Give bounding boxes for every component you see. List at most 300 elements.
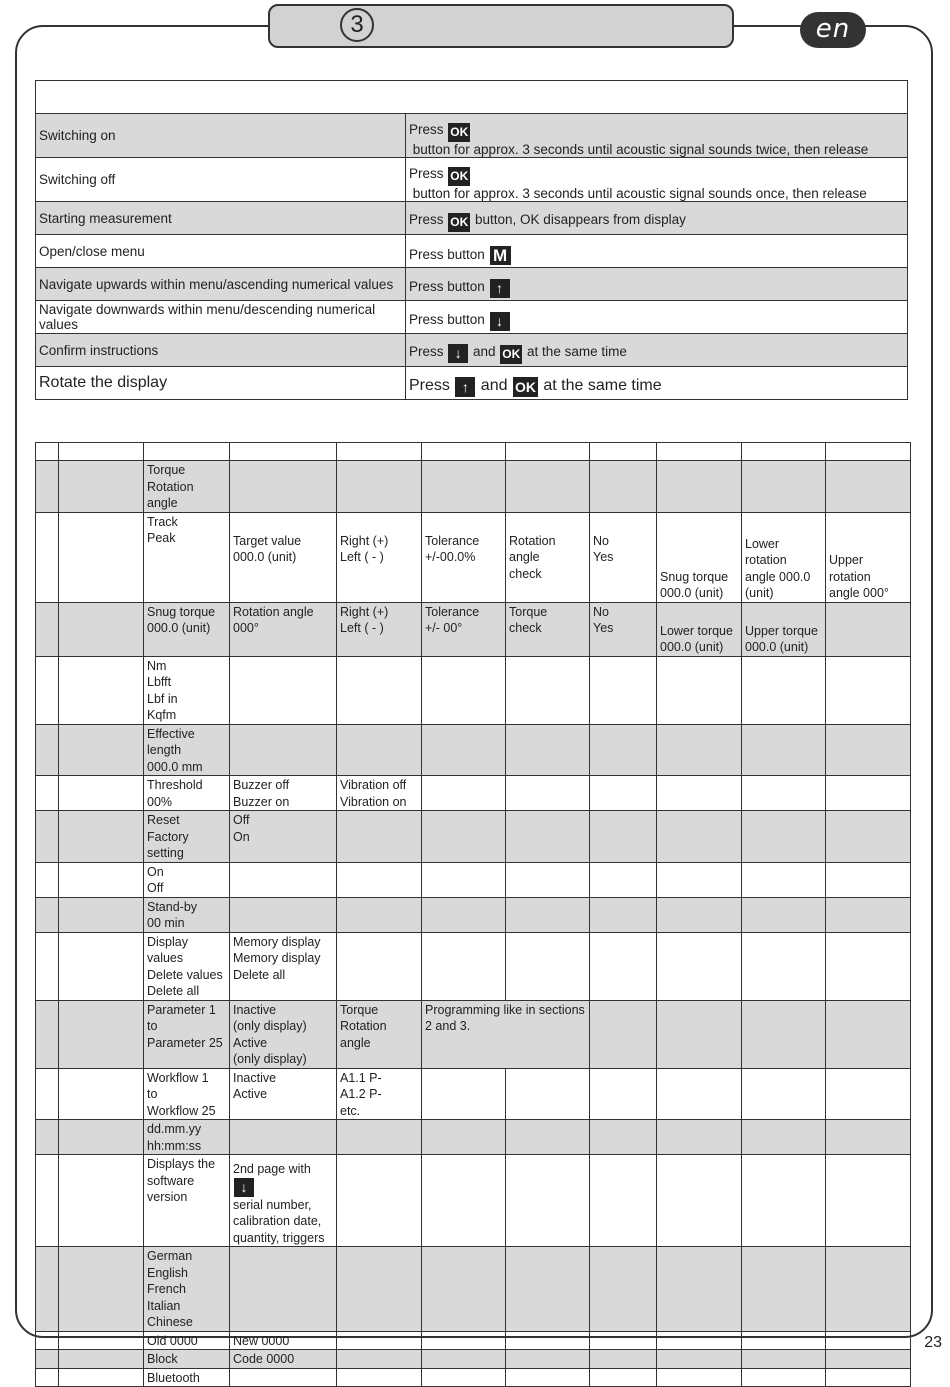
parameter-cell xyxy=(826,461,911,513)
parameter-cell xyxy=(506,1068,590,1120)
controls-row xyxy=(36,301,908,334)
parameter-cell-text: Track Peak xyxy=(147,514,178,545)
parameter-cell xyxy=(36,1368,59,1387)
control-label: Switching off xyxy=(36,158,406,202)
parameter-cell xyxy=(337,776,422,811)
parameter-cell xyxy=(422,602,506,656)
parameter-cell xyxy=(657,862,742,897)
parameter-cell xyxy=(337,1247,422,1332)
parameter-cell xyxy=(742,1120,826,1155)
parameter-cell-text: Rotation angle check xyxy=(509,533,556,581)
parameter-cell xyxy=(657,724,742,776)
parameter-cell xyxy=(337,1068,422,1120)
parameter-cell xyxy=(144,656,230,724)
parameter-cell xyxy=(144,1120,230,1155)
action-text: button for approx. 3 seconds until acoustic signal sounds once, then release xyxy=(409,186,867,201)
parameter-cell xyxy=(230,1247,337,1332)
parameter-cell xyxy=(590,1068,657,1120)
parameter-cell xyxy=(59,1331,144,1350)
parameter-cell xyxy=(590,776,657,811)
parameter-cell xyxy=(590,1368,657,1387)
parameter-cell xyxy=(590,1120,657,1155)
parameter-cell-text: Reset Factory setting xyxy=(147,813,189,860)
parameter-cell xyxy=(657,1350,742,1369)
parameter-cell xyxy=(826,512,911,602)
parameter-cell-text: No Yes xyxy=(593,533,614,564)
action-text: and xyxy=(469,344,500,359)
page-number: 23 xyxy=(924,1334,942,1351)
parameter-cell xyxy=(59,602,144,656)
parameter-cell xyxy=(59,461,144,513)
parameter-cell xyxy=(657,1120,742,1155)
parameter-cell xyxy=(590,1000,657,1068)
parameter-cell xyxy=(742,862,826,897)
parameter-cell xyxy=(59,1068,144,1120)
parameter-cell xyxy=(422,776,506,811)
action-text: Press button xyxy=(409,311,489,327)
controls-row xyxy=(36,158,908,202)
parameter-cell xyxy=(422,897,506,932)
parameter-cell xyxy=(337,897,422,932)
parameter-cell xyxy=(826,811,911,863)
parameter-cell xyxy=(506,897,590,932)
parameter-cell xyxy=(590,443,657,461)
control-action xyxy=(406,235,908,268)
parameter-row xyxy=(36,1331,911,1350)
parameter-cell xyxy=(826,776,911,811)
parameter-cell-text: Torque Rotation angle xyxy=(147,463,194,510)
parameter-cell xyxy=(422,656,506,724)
parameter-cell xyxy=(36,602,59,656)
parameter-cell xyxy=(742,1155,826,1247)
parameter-cell xyxy=(506,1155,590,1247)
arrow-up-key-icon: ↑ xyxy=(490,279,510,298)
parameter-cell xyxy=(742,932,826,1000)
parameter-cell xyxy=(826,1368,911,1387)
control-action xyxy=(406,202,908,235)
parameter-cell xyxy=(144,1000,230,1068)
parameter-cell-text: Off On xyxy=(233,813,250,844)
parameter-row xyxy=(36,1068,911,1120)
parameter-cell xyxy=(337,443,422,461)
parameter-row xyxy=(36,461,911,513)
parameter-row xyxy=(36,1368,911,1387)
parameter-cell xyxy=(36,1247,59,1332)
arrow-down-key-icon: ↓ xyxy=(490,312,510,331)
parameter-cell xyxy=(742,1068,826,1120)
parameter-cell-text: Snug torque 000.0 (unit) xyxy=(660,569,729,600)
parameter-cell-text: Buzzer off Buzzer on xyxy=(233,778,290,809)
parameter-cell xyxy=(657,512,742,602)
action-text: Press xyxy=(409,166,448,181)
parameter-cell xyxy=(337,512,422,602)
parameter-cell xyxy=(657,897,742,932)
parameter-cell-text: Inactive (only display) Active (only display) xyxy=(233,1002,307,1066)
parameter-cell xyxy=(230,1120,337,1155)
parameter-cell xyxy=(144,1247,230,1332)
controls-row xyxy=(36,334,908,367)
parameter-cell-text: Display values Delete values Delete all xyxy=(147,934,223,998)
parameter-cell-text: Snug torque 000.0 (unit) xyxy=(147,604,216,635)
parameter-cell xyxy=(506,862,590,897)
parameter-cell xyxy=(826,724,911,776)
parameter-cell xyxy=(144,443,230,461)
parameter-cell xyxy=(506,602,590,656)
parameter-cell-text: On Off xyxy=(147,864,164,895)
parameter-cell-text: Torque Rotation angle xyxy=(340,1002,387,1050)
parameter-cell-text: Inactive Active xyxy=(233,1070,277,1101)
parameter-cell xyxy=(230,724,337,776)
arrow-up-key-icon: ↑ xyxy=(455,377,475,397)
parameter-cell xyxy=(422,932,506,1000)
parameter-cell xyxy=(337,461,422,513)
parameter-cell xyxy=(506,443,590,461)
parameter-cell xyxy=(59,512,144,602)
parameter-cell xyxy=(337,811,422,863)
arrow-down-key-icon: ↓ xyxy=(448,344,468,363)
parameter-cell xyxy=(59,443,144,461)
action-text: Press xyxy=(409,212,448,227)
parameter-cell xyxy=(230,443,337,461)
parameter-cell xyxy=(826,1247,911,1332)
parameter-cell xyxy=(230,811,337,863)
parameter-cell xyxy=(230,932,337,1000)
parameter-cell xyxy=(657,1068,742,1120)
control-action xyxy=(406,367,908,400)
parameter-row xyxy=(36,1155,911,1247)
parameter-cell xyxy=(657,1331,742,1350)
parameter-cell xyxy=(742,461,826,513)
parameter-cell xyxy=(59,656,144,724)
parameter-cell xyxy=(59,932,144,1000)
parameter-cell xyxy=(590,1247,657,1332)
parameter-row xyxy=(36,1120,911,1155)
parameter-cell xyxy=(742,811,826,863)
parameter-cell-text: Threshold 00% xyxy=(147,778,203,809)
parameter-cell xyxy=(590,811,657,863)
ok-key-icon: OK xyxy=(514,379,536,395)
parameter-cell xyxy=(230,1350,337,1369)
parameter-cell xyxy=(590,862,657,897)
parameter-cell xyxy=(422,1331,506,1350)
parameter-row xyxy=(36,862,911,897)
controls-row xyxy=(36,367,908,400)
parameter-cell xyxy=(826,1000,911,1068)
parameter-cell xyxy=(144,1155,230,1247)
software-note-details: serial number, calibration date, quantity, triggers xyxy=(233,1197,325,1245)
parameter-cell xyxy=(36,461,59,513)
parameter-cell xyxy=(230,776,337,811)
parameter-cell xyxy=(742,776,826,811)
parameter-cell xyxy=(657,1247,742,1332)
parameter-row xyxy=(36,776,911,811)
parameter-cell xyxy=(826,1120,911,1155)
parameter-cell-text: Lower rotation angle 000.0 (unit) xyxy=(745,536,811,600)
parameter-cell xyxy=(742,897,826,932)
parameter-cell xyxy=(144,1331,230,1350)
action-text: and xyxy=(476,377,512,394)
control-label: Rotate the display xyxy=(36,367,406,400)
parameter-cell-text: Upper rotation angle 000° xyxy=(829,553,889,600)
parameter-cell-text: Right (+) Left ( - ) xyxy=(340,533,389,564)
parameter-cell xyxy=(59,1155,144,1247)
parameter-cell-text: Upper torque 000.0 (unit) xyxy=(745,623,818,654)
parameter-row xyxy=(36,1000,911,1068)
parameter-cell xyxy=(506,1120,590,1155)
parameter-cell-text: Code 0000 xyxy=(233,1352,295,1366)
parameter-cell xyxy=(506,1331,590,1350)
controls-header-row xyxy=(36,81,908,114)
parameter-cell xyxy=(59,897,144,932)
parameter-cell xyxy=(422,512,506,602)
parameter-cell xyxy=(826,932,911,1000)
parameter-row xyxy=(36,1350,911,1369)
parameter-cell xyxy=(826,656,911,724)
parameter-cell xyxy=(230,1000,337,1068)
parameter-cell xyxy=(657,656,742,724)
controls-row xyxy=(36,268,908,301)
parameter-cell xyxy=(506,461,590,513)
parameter-cell xyxy=(144,461,230,513)
parameter-cell-text: Tolerance +/-00.0% xyxy=(425,533,480,564)
parameter-cell xyxy=(826,897,911,932)
action-text: at the same time xyxy=(523,344,627,359)
parameter-cell xyxy=(144,932,230,1000)
parameter-cell xyxy=(506,1368,590,1387)
language-badge: en xyxy=(800,12,866,48)
parameter-cell xyxy=(826,862,911,897)
parameter-cell xyxy=(337,724,422,776)
control-label: Open/close menu xyxy=(36,235,406,268)
action-text: Press xyxy=(409,122,448,137)
parameter-cell xyxy=(59,862,144,897)
parameter-cell xyxy=(590,1155,657,1247)
parameter-cell xyxy=(230,862,337,897)
parameter-cell xyxy=(144,512,230,602)
parameter-cell xyxy=(36,776,59,811)
control-label: Navigate upwards within menu/ascending numerical values xyxy=(36,268,406,301)
ok-key-icon: OK xyxy=(448,213,470,232)
parameter-cell xyxy=(144,811,230,863)
parameter-cell xyxy=(36,1120,59,1155)
parameter-cell xyxy=(59,776,144,811)
parameter-cell xyxy=(657,811,742,863)
parameter-cell xyxy=(742,656,826,724)
parameter-cell-text: Memory display Memory display Delete all xyxy=(233,934,321,982)
parameter-cell-text: Tolerance +/- 00° xyxy=(425,604,480,635)
parameter-cell xyxy=(657,932,742,1000)
parameter-cell xyxy=(144,1350,230,1369)
parameter-cell xyxy=(657,1368,742,1387)
parameter-cell xyxy=(742,443,826,461)
parameter-cell xyxy=(337,602,422,656)
parameter-cell-text: Target value 000.0 (unit) xyxy=(233,533,302,564)
control-label: Confirm instructions xyxy=(36,334,406,367)
controls-table xyxy=(35,80,908,400)
parameter-cell xyxy=(59,724,144,776)
parameter-cell xyxy=(144,862,230,897)
parameter-cell xyxy=(59,1368,144,1387)
parameter-cell-text: Workflow 1 to Workflow 25 xyxy=(147,1070,216,1118)
parameter-cell xyxy=(36,897,59,932)
parameter-cell xyxy=(422,1068,506,1120)
ok-key-icon: OK xyxy=(448,123,470,142)
parameter-cell xyxy=(742,724,826,776)
parameter-cell xyxy=(144,897,230,932)
parameter-cell-text: Old 0000 xyxy=(147,1333,198,1348)
parameter-cell-text: Torque check xyxy=(509,604,548,635)
parameter-cell xyxy=(230,602,337,656)
control-action xyxy=(406,114,908,158)
parameter-row xyxy=(36,932,911,1000)
parameter-cell xyxy=(36,932,59,1000)
parameter-cell xyxy=(826,602,911,656)
parameter-cell xyxy=(337,862,422,897)
parameter-cell-text: Nm Lbfft Lbf in Kqfm xyxy=(147,658,178,722)
action-text: button, OK disappears from display xyxy=(471,212,686,227)
parameter-cell xyxy=(337,932,422,1000)
parameter-row xyxy=(36,443,911,461)
parameter-cell xyxy=(36,1000,59,1068)
parameter-cell xyxy=(422,862,506,897)
parameter-cell-text: New 0000 xyxy=(233,1333,290,1348)
parameter-cell xyxy=(59,1120,144,1155)
parameter-cell xyxy=(506,811,590,863)
control-action xyxy=(406,334,908,367)
parameter-cell xyxy=(337,656,422,724)
parameter-cell xyxy=(657,776,742,811)
parameter-cell xyxy=(230,1331,337,1350)
control-label: Starting measurement xyxy=(36,202,406,235)
parameter-cell xyxy=(36,724,59,776)
parameter-cell-text: Parameter 1 to Parameter 25 xyxy=(147,1002,223,1050)
parameter-row xyxy=(36,656,911,724)
parameter-cell xyxy=(422,1000,590,1068)
controls-header-cell xyxy=(36,81,908,114)
ok-key-icon: OK xyxy=(448,167,470,186)
parameter-cell xyxy=(742,602,826,656)
parameter-cell-text: Rotation angle 000° xyxy=(233,604,314,635)
control-action xyxy=(406,268,908,301)
parameter-cell-text: Stand-by 00 min xyxy=(147,899,198,930)
parameter-cell xyxy=(657,443,742,461)
parameter-cell xyxy=(230,897,337,932)
parameter-cell xyxy=(230,461,337,513)
parameter-cell xyxy=(590,1350,657,1369)
parameter-cell xyxy=(506,656,590,724)
parameter-cell xyxy=(590,461,657,513)
parameter-cell xyxy=(422,1350,506,1369)
parameter-cell-text: German English French Italian Chinese xyxy=(147,1249,193,1329)
action-text: Press button xyxy=(409,278,489,294)
parameter-cell xyxy=(826,1068,911,1120)
parameter-cell-text: Displays the software version xyxy=(147,1157,216,1204)
parameter-row xyxy=(36,1247,911,1332)
parameter-cell xyxy=(590,512,657,602)
parameter-cell-text: Vibration off Vibration on xyxy=(340,778,407,809)
parameter-cell xyxy=(422,1368,506,1387)
parameter-cell xyxy=(422,461,506,513)
parameter-cell xyxy=(337,1331,422,1350)
parameter-cell xyxy=(590,932,657,1000)
parameter-cell xyxy=(230,512,337,602)
ok-key-icon: OK xyxy=(500,345,522,364)
parameter-cell xyxy=(590,1331,657,1350)
parameter-cell xyxy=(590,656,657,724)
parameter-cell-text: Bluetooth xyxy=(147,1370,200,1385)
parameter-cell-text: Programming like in sections 2 and 3. xyxy=(425,1002,585,1033)
parameter-cell xyxy=(657,1155,742,1247)
parameter-cell xyxy=(337,1000,422,1068)
parameter-cell xyxy=(422,1120,506,1155)
parameter-cell xyxy=(36,443,59,461)
parameter-cell xyxy=(742,1247,826,1332)
parameter-cell xyxy=(144,1368,230,1387)
parameter-cell xyxy=(422,811,506,863)
section-number-badge: 3 xyxy=(340,8,374,42)
parameter-cell xyxy=(230,1068,337,1120)
parameter-cell xyxy=(506,932,590,1000)
parameter-cell xyxy=(742,1000,826,1068)
parameter-cell xyxy=(826,1155,911,1247)
menu-key-icon: M xyxy=(490,246,511,265)
action-text: button for approx. 3 seconds until acoustic signal sounds twice, then release xyxy=(409,142,869,157)
parameter-cell xyxy=(337,1155,422,1247)
parameter-cell xyxy=(422,1247,506,1332)
parameter-cell xyxy=(337,1120,422,1155)
parameter-cell xyxy=(36,811,59,863)
parameter-cell-text: No Yes xyxy=(593,604,614,635)
parameter-cell xyxy=(657,1000,742,1068)
controls-row xyxy=(36,114,908,158)
parameter-cell xyxy=(506,512,590,602)
parameter-cell xyxy=(337,1368,422,1387)
parameter-cell xyxy=(422,724,506,776)
controls-row xyxy=(36,202,908,235)
control-label: Navigate downwards within menu/descending numerical values xyxy=(36,301,406,334)
parameter-cell xyxy=(144,602,230,656)
parameter-cell-text: Block xyxy=(147,1352,178,1366)
parameter-cell xyxy=(59,811,144,863)
control-action xyxy=(406,158,908,202)
parameter-cell xyxy=(144,776,230,811)
parameter-cell xyxy=(59,1247,144,1332)
parameter-row xyxy=(36,897,911,932)
parameter-cell xyxy=(230,1155,337,1247)
parameter-cell xyxy=(742,1368,826,1387)
parameter-cell-text: dd.mm.yy hh:mm:ss xyxy=(147,1122,202,1153)
parameter-cell xyxy=(422,1155,506,1247)
parameter-cell xyxy=(826,1350,911,1369)
parameter-cell xyxy=(590,724,657,776)
parameters-table xyxy=(35,442,911,1387)
parameter-cell xyxy=(506,1247,590,1332)
parameter-cell xyxy=(36,656,59,724)
action-text: Press xyxy=(409,344,448,359)
parameter-cell xyxy=(742,1331,826,1350)
parameter-cell-text: A1.1 P- A1.2 P- etc. xyxy=(340,1070,382,1118)
parameter-cell xyxy=(144,724,230,776)
parameter-row xyxy=(36,512,911,602)
parameter-cell xyxy=(506,1350,590,1369)
parameter-row xyxy=(36,811,911,863)
parameter-cell xyxy=(506,776,590,811)
parameter-cell xyxy=(36,1350,59,1369)
parameter-cell xyxy=(826,443,911,461)
parameter-cell xyxy=(657,461,742,513)
parameter-cell xyxy=(230,1368,337,1387)
controls-row xyxy=(36,235,908,268)
